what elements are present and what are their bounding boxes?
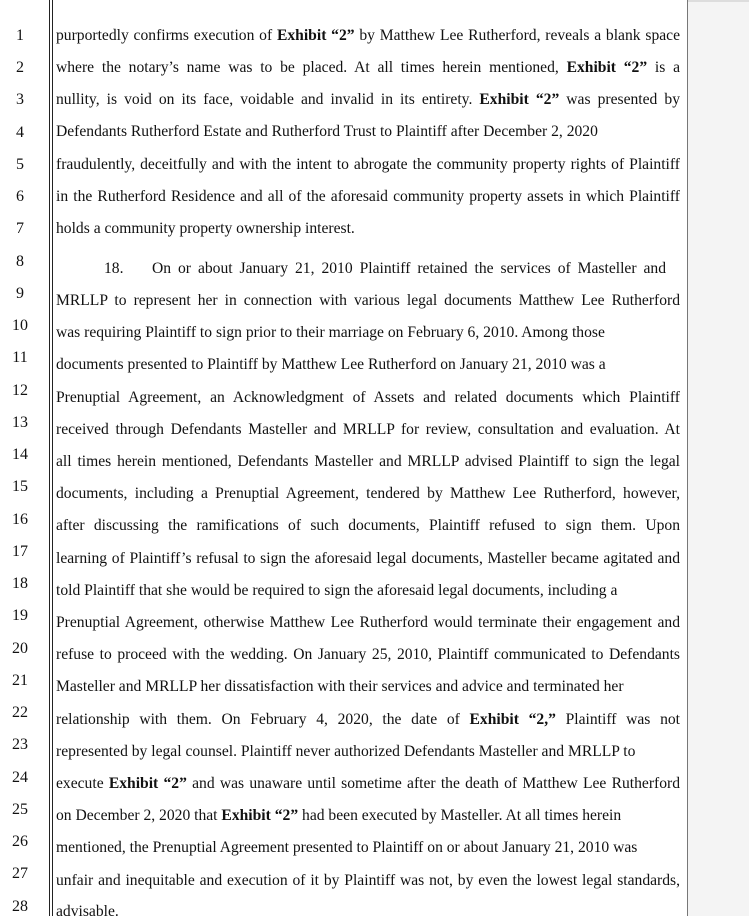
line-number: 20 (12, 640, 28, 657)
line-number: 12 (12, 382, 28, 399)
line-number: 9 (16, 285, 24, 302)
text-line-11: documents presented to Plaintiff by Matthew Lee Rutherford on January 21, 2010 was a (56, 356, 606, 373)
text-line-6: in the Rutherford Residence and all of the aforesaid community property assets in which Plaintiff (56, 188, 680, 205)
text-line-10: was requiring Plaintiff to sign prior to their marriage on February 6, 2010. Among those (56, 324, 605, 341)
text-line-23: represented by legal counsel. Plaintiff never authorized Defendants Masteller and MRLLP to (56, 743, 636, 760)
left-margin-rule-inner (52, 0, 53, 916)
line-number: 6 (16, 188, 24, 205)
text-line-5: fraudulently, deceitfully and with the intent to abrogate the community property rights of Plaintiff (56, 156, 680, 173)
line-number: 14 (12, 446, 28, 463)
line-number: 27 (12, 865, 28, 882)
line-number: 24 (12, 769, 28, 786)
line-number: 18 (12, 575, 28, 592)
text-line-28: advisable. (56, 903, 119, 920)
exhibit-reference: Exhibit “2,” (469, 711, 556, 728)
exhibit-reference: Exhibit “2” (276, 27, 355, 44)
line-number: 25 (12, 801, 28, 818)
text-line-7: holds a community property ownership interest. (56, 220, 355, 237)
line-number: 28 (12, 898, 28, 915)
text-line-21: Masteller and MRLLP her dissatisfaction with their services and advice and terminated her (56, 678, 624, 695)
line-number: 1 (16, 27, 24, 44)
line-number: 2 (16, 59, 24, 76)
text-line-13: received through Defendants Masteller and MRLLP for review, consultation and evaluation. At (56, 421, 680, 438)
exhibit-reference: Exhibit “2” (221, 807, 299, 824)
text-line-8: On or about January 21, 2010 Plaintiff retained the services of Masteller and (152, 260, 666, 277)
line-number: 15 (12, 478, 28, 495)
left-margin-rule (49, 0, 50, 916)
line-number: 8 (16, 253, 24, 270)
text-line-20: refuse to proceed with the wedding. On January 25, 2010, Plaintiff communicated to Defendants (56, 646, 680, 663)
text-line-4: Defendants Rutherford Estate and Rutherford Trust to Plaintiff after December 2, 2020 (56, 123, 598, 140)
text-line-22: relationship with them. On February 4, 2020, the date of Exhibit “2,” Plaintiff was not (56, 711, 680, 728)
text-line-25: on December 2, 2020 that Exhibit “2” had been executed by Masteller. At all times herein (56, 807, 622, 824)
text-line-19: Prenuptial Agreement, otherwise Matthew Lee Rutherford would terminate their engagement and (56, 614, 680, 631)
right-margin-rule (687, 0, 688, 916)
line-number: 11 (12, 349, 28, 366)
exhibit-reference: Exhibit “2” (479, 91, 560, 108)
text-line-17: learning of Plaintiff’s refusal to sign the aforesaid legal documents, Masteller became agitated and (56, 550, 680, 567)
line-number: 16 (12, 511, 28, 528)
text-line-14: all times herein mentioned, Defendants Masteller and MRLLP advised Plaintiff to sign the legal (56, 453, 680, 470)
paragraph-number: 18. (104, 260, 124, 277)
line-number: 23 (12, 736, 28, 753)
line-number: 4 (16, 124, 24, 141)
line-number: 17 (12, 543, 28, 560)
text-line-27: unfair and inequitable and execution of it by Plaintiff was not, by even the lowest legal standards, (56, 872, 680, 889)
line-number: 26 (12, 833, 28, 850)
top-edge (688, 0, 749, 2)
text-line-9: MRLLP to represent her in connection with various legal documents Matthew Lee Rutherford (56, 292, 680, 309)
line-number: 13 (12, 414, 28, 431)
line-number: 22 (12, 704, 28, 721)
exhibit-reference: Exhibit “2” (108, 775, 187, 792)
right-margin (688, 0, 749, 916)
text-line-16: after discussing the ramifications of such documents, Plaintiff refused to sign them. Upon (56, 517, 680, 534)
text-line-12: Prenuptial Agreement, an Acknowledgment of Assets and related documents which Plaintiff (56, 389, 680, 406)
line-number: 21 (12, 672, 28, 689)
line-number: 19 (12, 607, 28, 624)
exhibit-reference: Exhibit “2” (566, 59, 648, 76)
text-line-18: told Plaintiff that she would be required to sign the aforesaid legal documents, including a (56, 582, 618, 599)
text-line-1: purportedly confirms execution of Exhibit “2” by Matthew Lee Rutherford, reveals a blank space (56, 27, 680, 44)
text-line-15: documents, including a Prenuptial Agreement, tendered by Matthew Lee Rutherford, however, (56, 485, 680, 502)
line-number: 5 (16, 156, 24, 173)
text-line-3: nullity, is void on its face, voidable and invalid in its entirety. Exhibit “2” was presented by (56, 91, 680, 108)
text-line-2: where the notary’s name was to be placed. At all times herein mentioned, Exhibit “2” is a (56, 59, 680, 76)
text-line-26: mentioned, the Prenuptial Agreement presented to Plaintiff on or about January 21, 2010 was (56, 839, 638, 856)
line-number: 10 (12, 317, 28, 334)
line-number: 7 (16, 220, 24, 237)
line-number: 3 (16, 91, 24, 108)
text-line-24: execute Exhibit “2” and was unaware until sometime after the death of Matthew Lee Rutherford (56, 775, 680, 792)
